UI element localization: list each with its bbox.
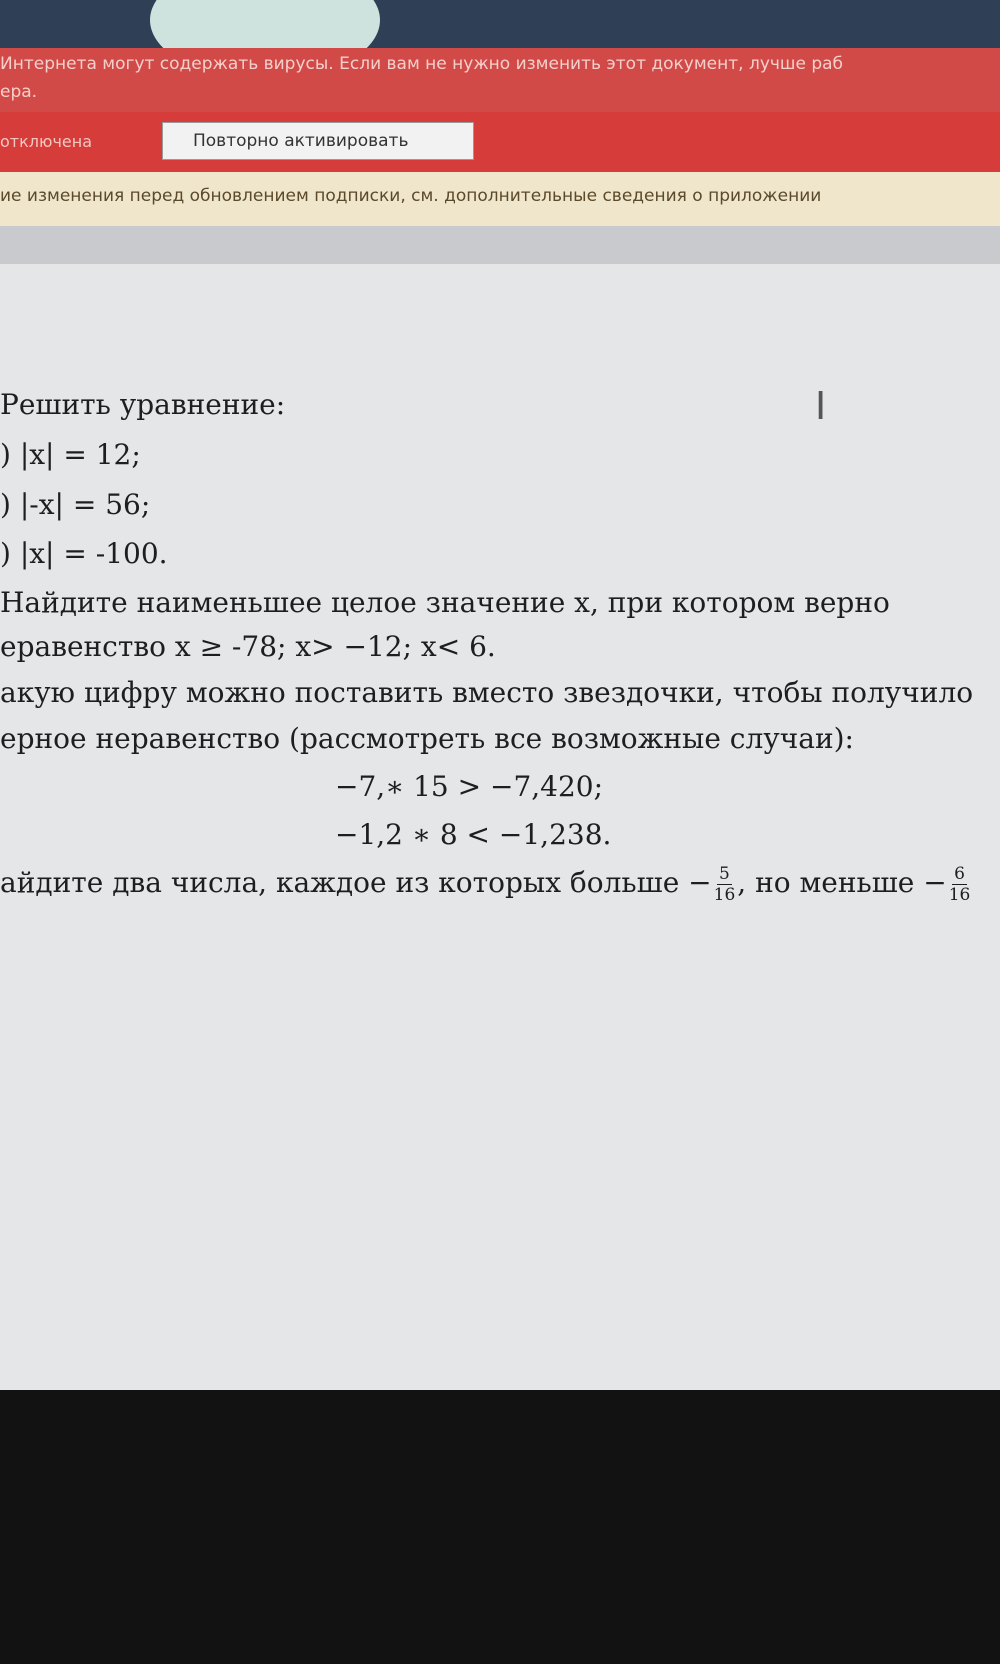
task4-text-start: айдите два числа, каждое из которых больше −: [0, 866, 712, 899]
protected-view-text-continued: ера.: [0, 82, 38, 102]
protected-view-banner: [0, 48, 1000, 112]
task2-line2: еравенство x ≥ -78; x> −12; x< 6.: [0, 630, 496, 663]
task3-inequality1: −7,∗ 15 > −7,420;: [335, 770, 604, 803]
task1-title: Решить уравнение:: [0, 388, 286, 421]
task1-item-b: ) |-x| = 56;: [0, 488, 151, 521]
task2-line1: Найдите наименьшее целое значение x, при котором верно: [0, 586, 890, 619]
document-page[interactable]: [0, 264, 1000, 1390]
task3-inequality2: −1,2 ∗ 8 < −1,238.: [335, 818, 612, 851]
license-status: отключена: [0, 132, 93, 151]
reactivate-button[interactable]: Повторно активировать: [162, 122, 474, 160]
task1-item-a: ) |x| = 12;: [0, 438, 141, 471]
task3-line1: акую цифру можно поставить вместо звездочки, чтобы получило: [0, 676, 974, 709]
fraction-denominator: 16: [713, 885, 736, 905]
task4-line: [0, 864, 972, 905]
protected-view-text: Интернета могут содержать вирусы. Если вам не нужно изменить этот документ, лучше раб: [0, 54, 844, 74]
fraction-6-16: [949, 864, 971, 905]
fraction-numerator: 5: [719, 864, 730, 884]
task3-line2: ерное неравенство (рассмотреть все возможные случаи):: [0, 722, 854, 755]
fraction-denominator: 16: [948, 885, 971, 905]
fraction-numerator: 6: [954, 864, 965, 884]
subscription-banner: [0, 172, 1000, 226]
license-banner: [0, 112, 1000, 172]
text-cursor-icon: I: [815, 384, 827, 428]
fraction-5-16: [714, 864, 736, 905]
monitor-bezel: [0, 1390, 1000, 1664]
task4-text-middle: , но меньше −: [737, 866, 947, 899]
subscription-notice: ие изменения перед обновлением подписки, см. дополнительные сведения о приложении: [0, 186, 822, 206]
ruler-strip: [0, 226, 1000, 264]
task1-item-c: ) |x| = -100.: [0, 537, 168, 570]
